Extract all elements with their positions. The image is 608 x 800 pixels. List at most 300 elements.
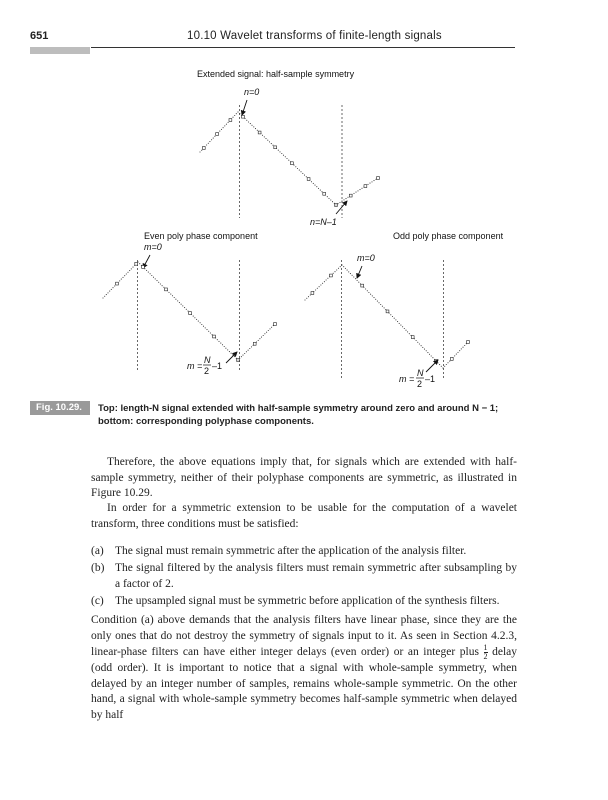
- odd-dot: [461, 348, 462, 349]
- condition-text: The signal must remain symmetric after the application of the analysis filter.: [115, 545, 467, 557]
- even-dot: [259, 338, 260, 339]
- even-dot: [109, 291, 110, 292]
- even-dot: [186, 309, 187, 310]
- top-sample: [291, 162, 294, 165]
- figure-tag: Fig. 10.29.: [30, 401, 90, 415]
- top-dot: [278, 150, 279, 151]
- odd-dot: [322, 283, 323, 284]
- even-plot-title: Even poly phase component: [144, 231, 258, 241]
- even-dot: [234, 356, 235, 357]
- even-dot: [162, 285, 163, 286]
- condition-b: [91, 561, 517, 592]
- top-dot: [327, 196, 328, 197]
- even-dot: [106, 294, 107, 295]
- odd-dot: [417, 342, 418, 343]
- odd-dot: [345, 268, 346, 269]
- odd-dot: [441, 366, 442, 367]
- top-sample: [349, 194, 352, 197]
- odd-dot: [350, 273, 351, 274]
- top-dot: [328, 198, 329, 199]
- top-dot: [357, 190, 358, 191]
- odd-label-mN-lhs: m =: [399, 374, 415, 384]
- even-dot: [231, 353, 232, 354]
- odd-dot: [390, 314, 391, 315]
- even-dot: [122, 277, 123, 278]
- top-dot: [251, 125, 252, 126]
- top-dot: [343, 199, 344, 200]
- even-dot: [182, 305, 183, 306]
- top-dot: [302, 173, 303, 174]
- even-sample: [189, 312, 192, 315]
- top-dot: [223, 127, 224, 128]
- even-dot: [248, 350, 249, 351]
- top-dot: [339, 202, 340, 203]
- odd-plot-title: Odd poly phase component: [393, 231, 504, 241]
- even-dot: [155, 278, 156, 279]
- top-dot: [272, 145, 273, 146]
- running-title: 10.10 Wavelet transforms of finite-length signals: [187, 30, 442, 42]
- odd-dot: [459, 350, 460, 351]
- top-dot: [253, 126, 254, 127]
- top-dot: [267, 140, 268, 141]
- top-dot: [304, 175, 305, 176]
- even-dot: [239, 358, 240, 359]
- even-dot: [218, 341, 219, 342]
- condition-label: (a): [91, 545, 104, 557]
- odd-dot: [324, 281, 325, 282]
- odd-dot: [439, 364, 440, 365]
- odd-label-mN-num: N: [417, 368, 424, 378]
- odd-dot: [326, 279, 327, 280]
- odd-dot: [384, 307, 385, 308]
- odd-dot: [404, 328, 405, 329]
- even-dot: [111, 289, 112, 290]
- odd-label-m0: m=0: [357, 253, 375, 263]
- odd-dot: [315, 289, 316, 290]
- even-dot: [242, 355, 243, 356]
- top-dot: [295, 166, 296, 167]
- top-dot: [262, 135, 263, 136]
- odd-dot: [355, 278, 356, 279]
- odd-dot: [370, 294, 371, 295]
- top-dot: [206, 144, 207, 145]
- even-dot: [246, 351, 247, 352]
- even-dot: [127, 272, 128, 273]
- odd-dot: [426, 350, 427, 351]
- even-dot: [131, 268, 132, 269]
- odd-dot: [392, 316, 393, 317]
- condition-text: The upsampled signal must be symmetric before application of the synthesis filters.: [115, 594, 500, 607]
- top-dot: [279, 151, 280, 152]
- odd-dot: [395, 319, 396, 320]
- even-sample: [274, 323, 277, 326]
- top-dot: [367, 184, 368, 185]
- top-dot: [359, 189, 360, 190]
- even-dot: [264, 333, 265, 334]
- odd-dot: [358, 282, 359, 283]
- top-dot: [281, 153, 282, 154]
- odd-dot: [382, 306, 383, 307]
- odd-dot: [306, 298, 307, 299]
- odd-dot: [333, 273, 334, 274]
- even-dot: [126, 273, 127, 274]
- odd-dot: [402, 326, 403, 327]
- top-dot: [201, 150, 202, 151]
- even-dot: [132, 267, 133, 268]
- odd-dot: [424, 349, 425, 350]
- even-dot: [194, 317, 195, 318]
- odd-sample: [386, 310, 389, 313]
- odd-dot: [454, 355, 455, 356]
- odd-sample: [330, 274, 333, 277]
- odd-dot: [373, 297, 374, 298]
- top-dot: [288, 160, 289, 161]
- even-dot: [107, 292, 108, 293]
- even-dot: [269, 328, 270, 329]
- odd-dot: [338, 268, 339, 269]
- even-dot: [224, 346, 225, 347]
- odd-dot: [365, 288, 366, 289]
- odd-dot: [437, 362, 438, 363]
- even-dot: [220, 343, 221, 344]
- odd-dot: [341, 264, 342, 265]
- even-dot: [217, 339, 218, 340]
- top-dot: [297, 168, 298, 169]
- even-dot: [181, 304, 182, 305]
- odd-dot: [409, 333, 410, 334]
- odd-dot: [419, 343, 420, 344]
- odd-dot: [380, 304, 381, 305]
- even-dot: [150, 273, 151, 274]
- top-dot: [234, 115, 235, 116]
- even-dot: [175, 299, 176, 300]
- top-sample: [229, 119, 232, 122]
- odd-dot: [407, 331, 408, 332]
- even-dot: [244, 353, 245, 354]
- top-dot: [353, 193, 354, 194]
- top-sample: [323, 192, 326, 195]
- even-dot: [249, 348, 250, 349]
- odd-dot: [422, 347, 423, 348]
- even-component-samples: [102, 261, 276, 361]
- top-dot: [361, 188, 362, 189]
- even-dot: [112, 287, 113, 288]
- even-dot: [170, 294, 171, 295]
- odd-dot: [320, 284, 321, 285]
- even-dot: [179, 302, 180, 303]
- odd-label-mN-tail: –1: [425, 374, 436, 384]
- odd-dot: [348, 271, 349, 272]
- odd-sample: [467, 341, 470, 344]
- even-dot: [201, 324, 202, 325]
- top-dot: [283, 155, 284, 156]
- odd-dot: [447, 362, 448, 363]
- odd-dot: [416, 340, 417, 341]
- odd-dot: [378, 302, 379, 303]
- half-fraction-den: 2: [483, 652, 488, 661]
- odd-dot: [400, 325, 401, 326]
- top-dot: [232, 117, 233, 118]
- even-dot: [206, 329, 207, 330]
- top-dot: [299, 170, 300, 171]
- odd-label-mN-den: 2: [417, 379, 423, 389]
- even-dot: [268, 330, 269, 331]
- even-dot: [241, 356, 242, 357]
- top-dot: [332, 201, 333, 202]
- page-number: 651: [30, 30, 49, 42]
- odd-dot: [310, 294, 311, 295]
- condition-label: (b): [91, 562, 105, 574]
- top-dot: [271, 143, 272, 144]
- odd-dot: [336, 269, 337, 270]
- top-dot: [224, 125, 225, 126]
- even-dot: [104, 296, 105, 297]
- top-dot: [341, 201, 342, 202]
- top-sample: [242, 115, 245, 118]
- odd-dot: [464, 345, 465, 346]
- even-dot: [258, 340, 259, 341]
- top-dot: [373, 180, 374, 181]
- odd-dot: [427, 352, 428, 353]
- even-arrow-mN: [226, 352, 237, 363]
- odd-dot: [347, 270, 348, 271]
- even-dot: [196, 319, 197, 320]
- odd-component-samples: [304, 264, 469, 368]
- top-dot: [320, 190, 321, 191]
- odd-dot: [327, 278, 328, 279]
- even-dot: [227, 349, 228, 350]
- top-dot: [248, 121, 249, 122]
- even-dot: [261, 337, 262, 338]
- top-dot: [347, 197, 348, 198]
- top-dot: [221, 129, 222, 130]
- odd-dot: [446, 364, 447, 365]
- top-sample: [274, 146, 277, 149]
- paragraph-3: [91, 613, 517, 723]
- odd-dot: [397, 321, 398, 322]
- top-sample: [364, 185, 367, 188]
- odd-dot: [444, 366, 445, 367]
- even-dot: [163, 287, 164, 288]
- top-sample: [216, 133, 219, 136]
- top-dot: [228, 122, 229, 123]
- top-dot: [313, 183, 314, 184]
- top-dot: [345, 198, 346, 199]
- even-dot: [210, 332, 211, 333]
- top-dot: [311, 181, 312, 182]
- top-dot: [293, 165, 294, 166]
- odd-sample: [411, 336, 414, 339]
- even-sample: [213, 335, 216, 338]
- even-dot: [263, 335, 264, 336]
- paragraph-3-part-2: delay (odd order). It is important to notice that a signal with whole-sample symmetry, when delayed by an integer number of samples, remains whole-sample symmetric. On the other hand, a signal with whole-sample symmetry becomes half-sample symmetric when delayed by half: [91, 646, 517, 721]
- top-signal-samples: [199, 111, 379, 206]
- top-dot: [237, 111, 238, 112]
- even-dot: [208, 331, 209, 332]
- arrow-n0: [242, 100, 247, 115]
- top-dot: [219, 131, 220, 132]
- top-dot: [314, 185, 315, 186]
- top-dot: [286, 158, 287, 159]
- even-sample: [142, 266, 145, 269]
- even-dot: [124, 275, 125, 276]
- odd-dot: [405, 330, 406, 331]
- top-dot: [371, 181, 372, 182]
- even-dot: [266, 332, 267, 333]
- odd-dot: [462, 347, 463, 348]
- even-label-m0: m=0: [144, 242, 162, 252]
- top-dot: [330, 199, 331, 200]
- odd-dot: [308, 296, 309, 297]
- even-dot: [203, 326, 204, 327]
- odd-dot: [377, 301, 378, 302]
- top-dot: [199, 151, 200, 152]
- odd-dot: [449, 361, 450, 362]
- even-dot: [119, 280, 120, 281]
- odd-sample: [311, 292, 314, 295]
- even-sample: [135, 262, 138, 265]
- top-plot-title: Extended signal: half-sample symmetry: [197, 69, 355, 79]
- top-dot: [285, 156, 286, 157]
- odd-dot: [353, 276, 354, 277]
- figure-caption: Top: length-N signal extended with half-sample symmetry around zero and around N − 1; bottom: corresponding polyphase components.: [98, 403, 499, 427]
- even-dot: [172, 295, 173, 296]
- odd-dot: [319, 286, 320, 287]
- top-dot: [269, 141, 270, 142]
- even-label-mN-tail: –1: [212, 361, 223, 371]
- even-dot: [229, 351, 230, 352]
- odd-dot: [456, 354, 457, 355]
- label-n0: n=0: [244, 87, 260, 97]
- odd-dot: [431, 355, 432, 356]
- even-label-mN-lhs: m =: [187, 361, 203, 371]
- even-dot: [237, 359, 238, 360]
- paragraph-1: Therefore, the above equations imply that, for signals which are extended with half-sample symmetry, neither of their polyphase components are symmetric, as illustrated in Figure 10.29.: [91, 456, 517, 499]
- even-dot: [222, 344, 223, 345]
- odd-dot: [421, 345, 422, 346]
- even-sample: [165, 288, 168, 291]
- odd-dot: [352, 275, 353, 276]
- even-dot: [129, 270, 130, 271]
- conditions-list: [91, 544, 517, 611]
- top-dot: [335, 204, 336, 205]
- top-dot: [264, 136, 265, 137]
- label-nN1: n=N–1: [310, 217, 337, 227]
- even-dot: [177, 300, 178, 301]
- top-dot: [213, 138, 214, 139]
- odd-dot: [334, 271, 335, 272]
- even-dot: [193, 316, 194, 317]
- top-dot: [226, 124, 227, 125]
- even-dot: [114, 285, 115, 286]
- top-dot: [211, 139, 212, 140]
- odd-dot: [343, 266, 344, 267]
- top-dot: [300, 171, 301, 172]
- even-dot: [139, 263, 140, 264]
- odd-dot: [367, 290, 368, 291]
- odd-sample: [361, 284, 364, 287]
- header-rule: [91, 47, 515, 48]
- odd-dot: [340, 266, 341, 267]
- even-dot: [271, 327, 272, 328]
- even-dot: [205, 327, 206, 328]
- even-label-mN-den: 2: [204, 366, 210, 376]
- even-dot: [225, 348, 226, 349]
- top-dot: [337, 203, 338, 204]
- even-dot: [160, 283, 161, 284]
- odd-dot: [432, 357, 433, 358]
- even-sample: [253, 342, 256, 345]
- top-dot: [250, 123, 251, 124]
- paragraph-2: In order for a symmetric extension to be usable for the computation of a wavelet transform, three conditions must be satisfied:: [91, 502, 517, 530]
- even-dot: [168, 292, 169, 293]
- odd-dot: [372, 295, 373, 296]
- even-dot: [148, 272, 149, 273]
- odd-dot: [357, 280, 358, 281]
- even-dot: [184, 307, 185, 308]
- condition-c: [91, 594, 517, 610]
- top-dot: [239, 113, 240, 114]
- even-dot: [251, 346, 252, 347]
- even-dot: [151, 275, 152, 276]
- top-dot: [265, 138, 266, 139]
- top-dot: [306, 176, 307, 177]
- odd-dot: [457, 352, 458, 353]
- odd-arrow-mN: [426, 360, 438, 372]
- odd-dot: [399, 323, 400, 324]
- even-dot: [174, 297, 175, 298]
- condition-label: (c): [91, 594, 104, 607]
- even-dot: [198, 321, 199, 322]
- top-sample: [258, 131, 261, 134]
- even-dot: [156, 280, 157, 281]
- top-dot: [316, 186, 317, 187]
- even-dot: [137, 261, 138, 262]
- condition-a: [91, 544, 517, 560]
- arrow-nN1: [336, 201, 347, 214]
- even-sample: [116, 282, 119, 285]
- condition-text: The signal filtered by the analysis filters must remain symmetric after subsampling by a factor of 2.: [115, 562, 517, 590]
- even-dot: [121, 279, 122, 280]
- even-dot: [102, 297, 103, 298]
- even-dot: [153, 277, 154, 278]
- top-sample: [202, 147, 205, 150]
- odd-dot: [429, 354, 430, 355]
- paragraph-3-part-1: Condition (a) above demands that the analysis filters have linear phase, since they are the only ones that do not destroy the symmetry of signals input to it. As seen in Section 4.2.3, linear-phase filters can have either integer delays (even order) or an integer plus: [91, 614, 517, 659]
- odd-dot: [375, 299, 376, 300]
- top-sample: [377, 177, 380, 180]
- odd-dot: [368, 292, 369, 293]
- half-fraction-num: 1: [483, 643, 488, 652]
- even-dot: [158, 282, 159, 283]
- top-dot: [209, 141, 210, 142]
- odd-dot: [304, 299, 305, 300]
- odd-dot: [394, 318, 395, 319]
- top-dot: [236, 113, 237, 114]
- top-dot: [246, 120, 247, 121]
- top-dot: [355, 192, 356, 193]
- top-dot: [255, 128, 256, 129]
- top-dot: [369, 183, 370, 184]
- odd-arrow-m0: [357, 266, 362, 278]
- top-dot: [318, 188, 319, 189]
- header-bar: [30, 47, 90, 54]
- top-dot: [208, 143, 209, 144]
- top-dot: [257, 130, 258, 131]
- even-label-mN-num: N: [204, 355, 211, 365]
- figure-10-29: [0, 60, 608, 395]
- odd-sample: [450, 358, 453, 361]
